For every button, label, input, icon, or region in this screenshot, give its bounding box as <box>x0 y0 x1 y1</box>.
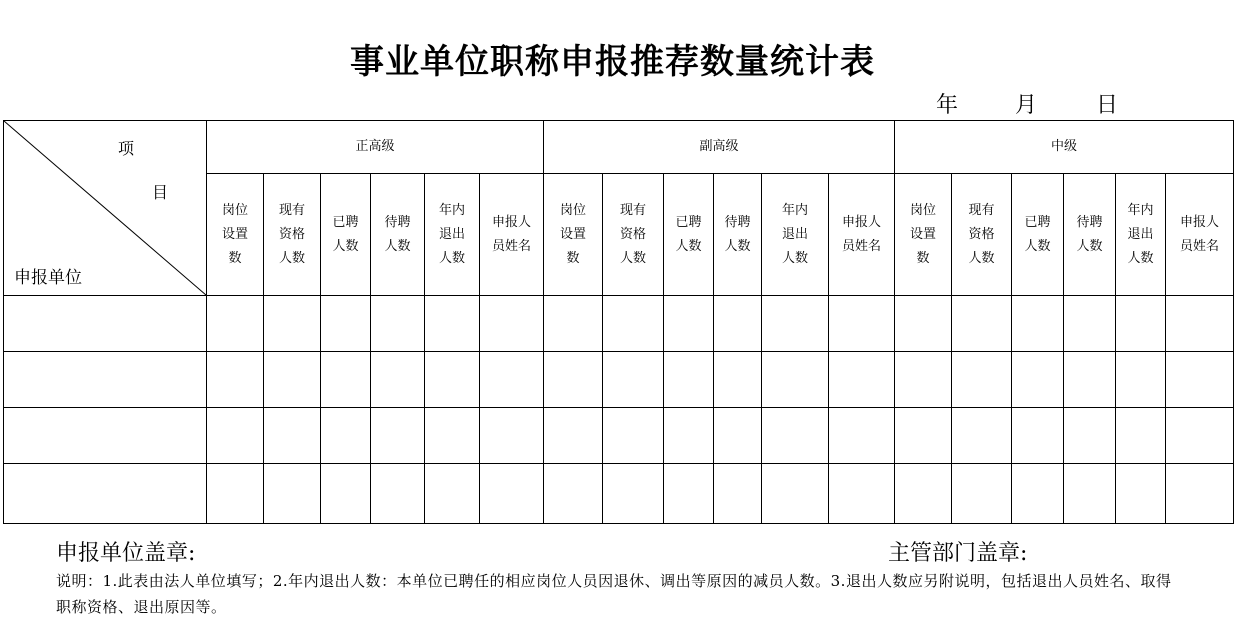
data-entry-cell[interactable] <box>603 408 664 464</box>
column-header-label: 现有资格人数 <box>968 202 995 266</box>
unit-name-cell[interactable] <box>4 464 207 524</box>
data-entry-cell[interactable] <box>321 464 371 524</box>
data-entry-cell[interactable] <box>829 352 895 408</box>
date-year-label: 年 <box>936 93 959 118</box>
data-entry-cell[interactable] <box>544 464 603 524</box>
table-row <box>4 352 1234 408</box>
data-entry-cell[interactable] <box>544 352 603 408</box>
column-header-cell <box>544 174 603 296</box>
data-entry-cell[interactable] <box>952 464 1012 524</box>
data-entry-cell[interactable] <box>664 408 714 464</box>
data-entry-cell[interactable] <box>207 408 264 464</box>
data-entry-cell[interactable] <box>952 352 1012 408</box>
data-entry-cell[interactable] <box>714 408 762 464</box>
column-header-cell <box>895 174 952 296</box>
unit-name-cell[interactable] <box>4 352 207 408</box>
statistics-table <box>3 120 1234 524</box>
group-header-2: 中级 <box>895 121 1234 174</box>
column-header-label: 待聘人数 <box>724 214 751 254</box>
data-entry-cell[interactable] <box>603 352 664 408</box>
data-entry-cell[interactable] <box>264 464 321 524</box>
column-header-cell <box>952 174 1012 296</box>
column-header-label: 岗位设置数 <box>221 202 248 266</box>
authority-seal-label: 主管部门盖章: <box>888 541 1028 566</box>
data-entry-cell[interactable] <box>829 408 895 464</box>
column-header-cell <box>207 174 264 296</box>
data-entry-cell[interactable] <box>321 352 371 408</box>
data-entry-cell[interactable] <box>1064 296 1116 352</box>
column-header-cell <box>762 174 829 296</box>
corner-item-label: 项 <box>118 139 135 158</box>
data-entry-cell[interactable] <box>664 296 714 352</box>
table-row <box>4 408 1234 464</box>
data-entry-cell[interactable] <box>895 408 952 464</box>
column-header-label: 已聘人数 <box>1024 214 1051 254</box>
data-entry-cell[interactable] <box>371 296 425 352</box>
date-day-label: 日 <box>1096 93 1119 118</box>
data-entry-cell[interactable] <box>762 464 829 524</box>
column-header-cell <box>480 174 544 296</box>
column-header-cell <box>371 174 425 296</box>
column-header-label: 申报人员姓名 <box>841 214 881 254</box>
data-entry-cell[interactable] <box>207 464 264 524</box>
date-month-label: 月 <box>1015 93 1038 118</box>
column-header-label: 待聘人数 <box>1076 214 1103 254</box>
unit-name-cell[interactable] <box>4 296 207 352</box>
data-entry-cell[interactable] <box>762 296 829 352</box>
data-entry-cell[interactable] <box>1012 464 1064 524</box>
data-entry-cell[interactable] <box>664 464 714 524</box>
column-header-cell <box>714 174 762 296</box>
data-entry-cell[interactable] <box>264 408 321 464</box>
data-entry-cell[interactable] <box>425 464 480 524</box>
data-entry-cell[interactable] <box>714 352 762 408</box>
data-entry-cell[interactable] <box>714 464 762 524</box>
column-header-cell <box>664 174 714 296</box>
data-entry-cell[interactable] <box>544 408 603 464</box>
data-entry-cell[interactable] <box>480 352 544 408</box>
data-entry-cell[interactable] <box>829 296 895 352</box>
column-header-label: 现有资格人数 <box>278 202 305 266</box>
data-entry-cell[interactable] <box>321 296 371 352</box>
data-entry-cell[interactable] <box>895 296 952 352</box>
column-header-cell <box>321 174 371 296</box>
corner-header-cell <box>4 121 207 296</box>
data-entry-cell[interactable] <box>895 464 952 524</box>
form-title: 事业单位职称申报推荐数量统计表 <box>350 42 875 82</box>
data-entry-cell[interactable] <box>425 352 480 408</box>
column-header-label: 已聘人数 <box>675 214 702 254</box>
data-entry-cell[interactable] <box>1116 352 1166 408</box>
table-row <box>4 464 1234 524</box>
data-entry-cell[interactable] <box>895 352 952 408</box>
column-header-label: 待聘人数 <box>384 214 411 254</box>
data-entry-cell[interactable] <box>425 296 480 352</box>
data-entry-cell[interactable] <box>1064 408 1116 464</box>
column-header-label: 年内退出人数 <box>438 202 465 266</box>
column-header-label: 岗位设置数 <box>559 202 586 266</box>
column-header-cell <box>1166 174 1234 296</box>
column-header-cell <box>1116 174 1166 296</box>
column-header-cell <box>603 174 664 296</box>
group-header-1: 副高级 <box>544 121 895 174</box>
data-entry-cell[interactable] <box>1012 296 1064 352</box>
data-entry-cell[interactable] <box>207 352 264 408</box>
data-entry-cell[interactable] <box>829 464 895 524</box>
column-header-cell <box>264 174 321 296</box>
data-entry-cell[interactable] <box>1012 408 1064 464</box>
column-header-label: 申报人员姓名 <box>491 214 531 254</box>
data-entry-cell[interactable] <box>1166 296 1234 352</box>
data-entry-cell[interactable] <box>371 352 425 408</box>
data-entry-cell[interactable] <box>762 408 829 464</box>
data-entry-cell[interactable] <box>207 296 264 352</box>
data-entry-cell[interactable] <box>480 464 544 524</box>
date-line <box>936 88 1118 119</box>
data-entry-cell[interactable] <box>425 408 480 464</box>
data-entry-cell[interactable] <box>480 408 544 464</box>
table-row <box>4 296 1234 352</box>
corner-unit-label: 申报单位 <box>14 268 82 288</box>
data-entry-cell[interactable] <box>480 296 544 352</box>
data-entry-cell[interactable] <box>664 352 714 408</box>
column-header-cell <box>425 174 480 296</box>
data-entry-cell[interactable] <box>952 408 1012 464</box>
column-header-label: 现有资格人数 <box>619 202 646 266</box>
data-entry-cell[interactable] <box>1166 408 1234 464</box>
column-header-label: 年内退出人数 <box>781 202 808 266</box>
column-header-label: 岗位设置数 <box>909 202 936 266</box>
explanation-note: 说明：1.此表由法人单位填写；2.年内退出人数：本单位已聘任的相应岗位人员因退休、调出等原因的减员人数。3.退出人数应另附说明，包括退出人员姓名、取得职称资格、退出原因等。 <box>56 572 1172 616</box>
data-entry-cell[interactable] <box>1116 296 1166 352</box>
data-entry-cell[interactable] <box>1116 408 1166 464</box>
data-entry-cell[interactable] <box>371 408 425 464</box>
column-header-label: 申报人员姓名 <box>1179 214 1219 254</box>
data-entry-cell[interactable] <box>371 464 425 524</box>
column-header-label: 年内退出人数 <box>1127 202 1154 266</box>
unit-name-cell[interactable] <box>4 408 207 464</box>
data-entry-cell[interactable] <box>544 296 603 352</box>
data-entry-cell[interactable] <box>1064 464 1116 524</box>
data-entry-cell[interactable] <box>603 296 664 352</box>
data-entry-cell[interactable] <box>321 408 371 464</box>
applicant-seal-label: 申报单位盖章: <box>56 541 196 566</box>
column-header-cell <box>1012 174 1064 296</box>
data-entry-cell[interactable] <box>1116 464 1166 524</box>
corner-mu-label: 目 <box>152 183 169 202</box>
column-header-label: 已聘人数 <box>332 214 359 254</box>
group-header-0: 正高级 <box>207 121 544 174</box>
data-entry-cell[interactable] <box>1166 464 1234 524</box>
data-entry-cell[interactable] <box>1064 352 1116 408</box>
data-entry-cell[interactable] <box>952 296 1012 352</box>
column-header-cell <box>1064 174 1116 296</box>
data-entry-cell[interactable] <box>264 352 321 408</box>
data-entry-cell[interactable] <box>1012 352 1064 408</box>
data-entry-cell[interactable] <box>603 464 664 524</box>
data-entry-cell[interactable] <box>762 352 829 408</box>
data-entry-cell[interactable] <box>264 296 321 352</box>
data-entry-cell[interactable] <box>1166 352 1234 408</box>
column-header-cell <box>829 174 895 296</box>
data-entry-cell[interactable] <box>714 296 762 352</box>
